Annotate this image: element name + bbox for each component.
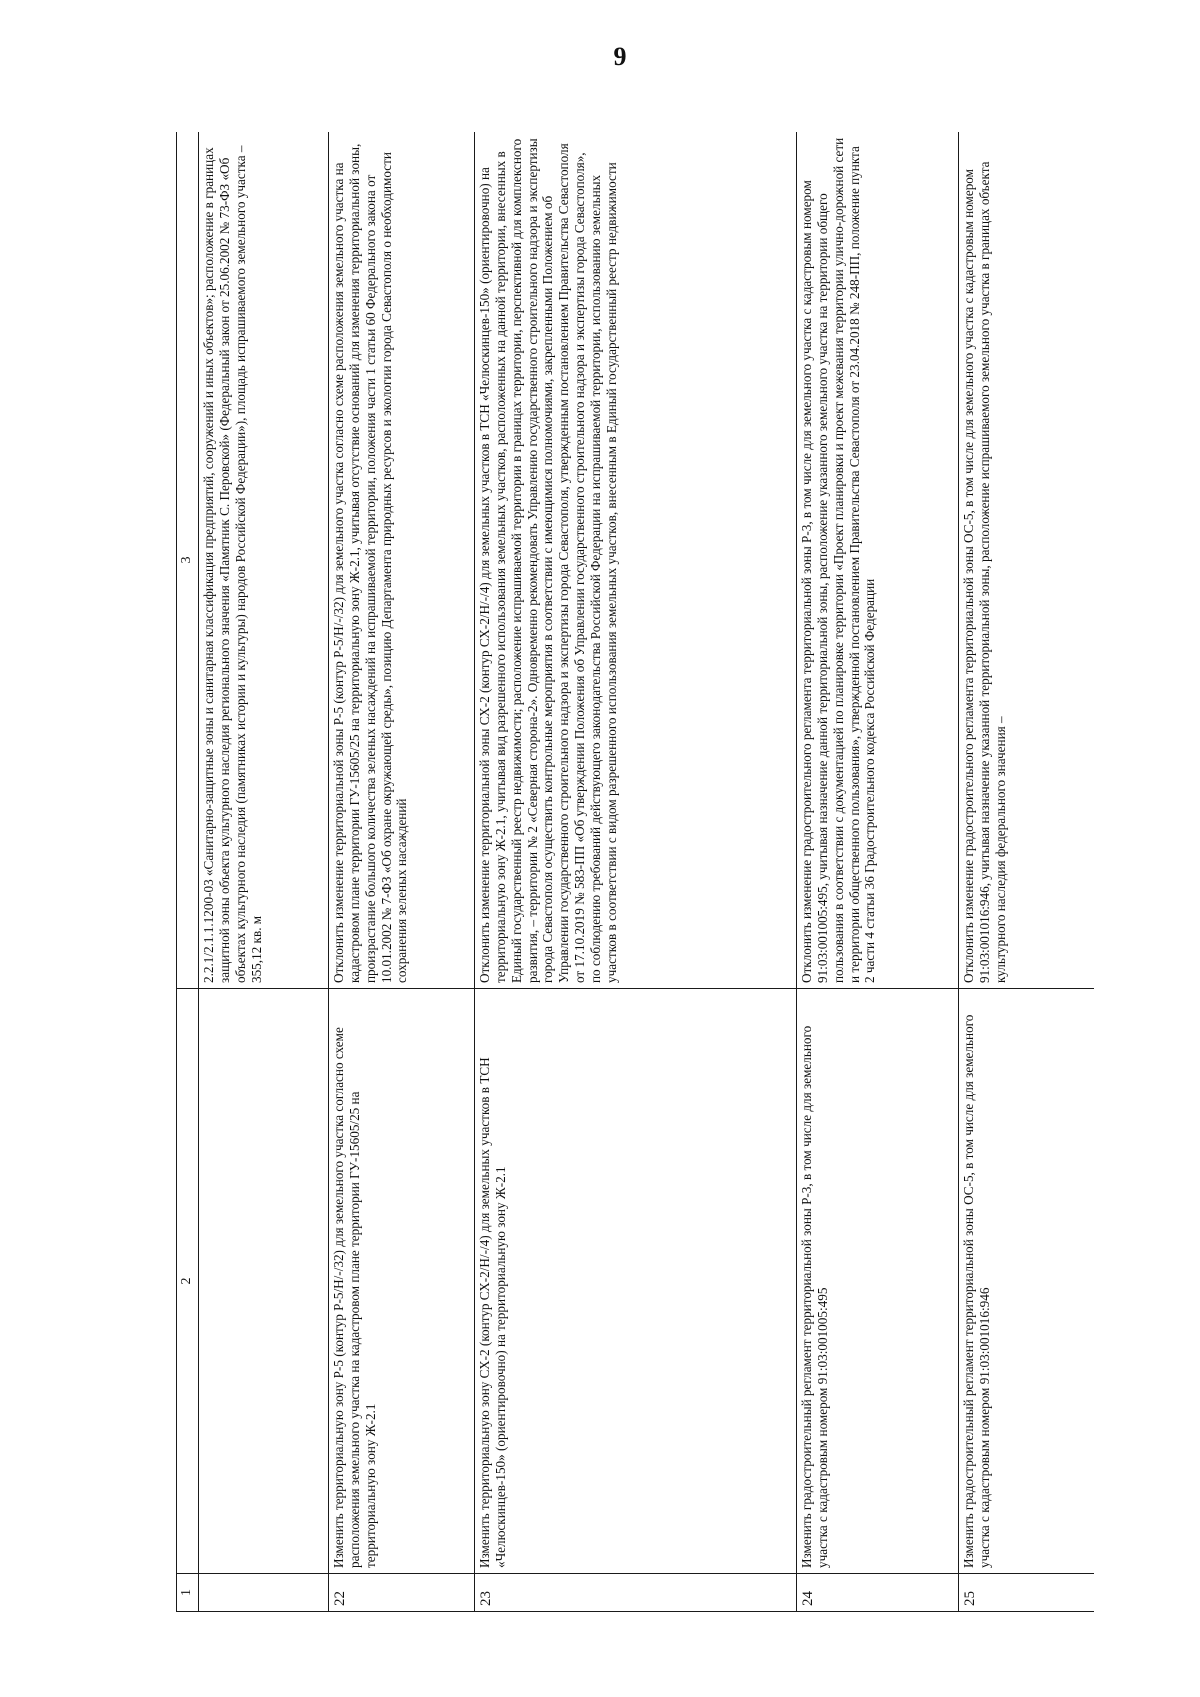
table-row: [475, 132, 797, 1612]
row-number: 25: [959, 1574, 1095, 1612]
page-number: 9: [613, 42, 627, 71]
proposal-cell: [199, 989, 329, 1574]
table-header-row: [177, 132, 199, 1612]
table-row: [199, 132, 329, 1612]
proposal-cell: Изменить градостроительный регламент территориальной зоны Р-3, в том числе для земельного участка с кадастровым номером 91:03:001005:495: [797, 989, 959, 1574]
row-number: 24: [797, 1574, 959, 1612]
decision-cell: Отклонить изменение территориальной зоны Р-5 (контур Р-5/Н/-/32) для земельного участка согласно схеме расположения земельного участка на кадастровом плане территории ГУ-15605/25 на территориальную зону Ж-2.1, учитывая отсутствие оснований для изменения территориальной зоны, произрастание большого количества зеленых насаждений на испрашиваемой территории, положения части 1 статьи 60 Федерального закона от 10.01.2002 № 7-ФЗ «Об охране окружающей среды», позицию Департамента природных ресурсов и экологии города Севастополя о необходимости сохранения зеленых насаждений: [329, 132, 475, 989]
table-row: [329, 132, 475, 1612]
proposal-cell: Изменить территориальную зону СХ-2 (контур СХ-2/Н/-/4) для земельных участков в ТСН «Челюскинцев-150» (ориентировочно) на территориальную зону Ж-2.1: [475, 989, 797, 1574]
decision-cell: Отклонить изменение градостроительного регламента территориальной зоны Р-3, в том числе для земельного участка с кадастровым номером 91:03:001005:495, учитывая назначение данной территориальной зоны, расположение указанного земельного участка на территории общего пользования в соответствии с документацией по планировке территории «Проект планировки и проект межевания территории улично-дорожной сети и территории общественного пользования», утвержденной постановлением Правительства Севастополя от 23.04.2018 № 248-ПП, положение пункта 2 части 4 статьи 36 Градостроительного кодекса Российской Федерации: [797, 132, 959, 989]
row-number: 23: [475, 1574, 797, 1612]
row-number: [199, 1574, 329, 1612]
document-table-area: [176, 132, 1094, 1612]
rotated-table-container: [176, 132, 1094, 1612]
row-number: 22: [329, 1574, 475, 1612]
column-header: 3: [177, 132, 199, 989]
table-row: [797, 132, 959, 1612]
decision-cell: 2.2.1/2.1.1.1200-03 «Санитарно-защитные зоны и санитарная классификация предприятий, сооружений и иных объектов»; расположение в границах защитной зоны объекта культурного наследия регионального значения «Памятник С. Перовской» (Федеральный закон от 25.06.2002 № 73-ФЗ «Об объектах культурного наследия (памятниках истории и культуры) народов Российской Федерации»), площадь испрашиваемого земельного участка – 355,12 кв. м: [199, 132, 329, 989]
decision-cell: Отклонить изменение градостроительного регламента территориальной зоны ОС-5, в том числе для земельного участка с кадастровым номером 91:03:001016:946, учитывая назначение указанной территориальной зоны, расположение испрашиваемого земельного участка в границах объекта культурного наследия федерального значения –: [959, 132, 1095, 989]
document-table: [176, 132, 1094, 1612]
column-header: 1: [177, 1574, 199, 1612]
decision-cell: Отклонить изменение территориальной зоны СХ-2 (контур СХ-2/Н/-/4) для земельных участков в ТСН «Челюскинцев-150» (ориентировочно) на территориальную зону Ж-2.1, учитывая вид разрешенного использования земельных участков, расположенных на данной территории, внесенных в Единый государственный реестр недвижимости; расположение испрашиваемой территории в границах территории, перспективной для комплексного развития, – территории № 2 «Северная сторона-2». Одновременно рекомендовать Управлению государственного строительного надзора и экспертизы города Севастополя осуществить контрольные мероприятия в соответствии с имеющимися полномочиями, закрепленными Положением об Управлении государственного строительного надзора и экспертизы города Севастополя, утвержденным постановлением Правительства Севастополя от 17.10.2019 № 583-ПП «Об утверждении Положения об Управлении государственного строительного надзора и экспертизы города Севастополя», по соблюдению требований действующего законодательства Российской Федерации на испрашиваемой территории, использованию земельных участков в соответствии с видом разрешенного использования земельных участков, внесенным в Единый государственный реестр недвижимости: [475, 132, 797, 989]
column-header: 2: [177, 989, 199, 1574]
proposal-cell: Изменить территориальную зону Р-5 (контур Р-5/Н/-/32) для земельного участка согласно схеме расположения земельного участка на кадастровом плане территории ГУ-15605/25 на территориальную зону Ж-2.1: [329, 989, 475, 1574]
proposal-cell: Изменить градостроительный регламент территориальной зоны ОС-5, в том числе для земельного участка с кадастровым номером 91:03:001016:946: [959, 989, 1095, 1574]
table-row: [959, 132, 1095, 1612]
